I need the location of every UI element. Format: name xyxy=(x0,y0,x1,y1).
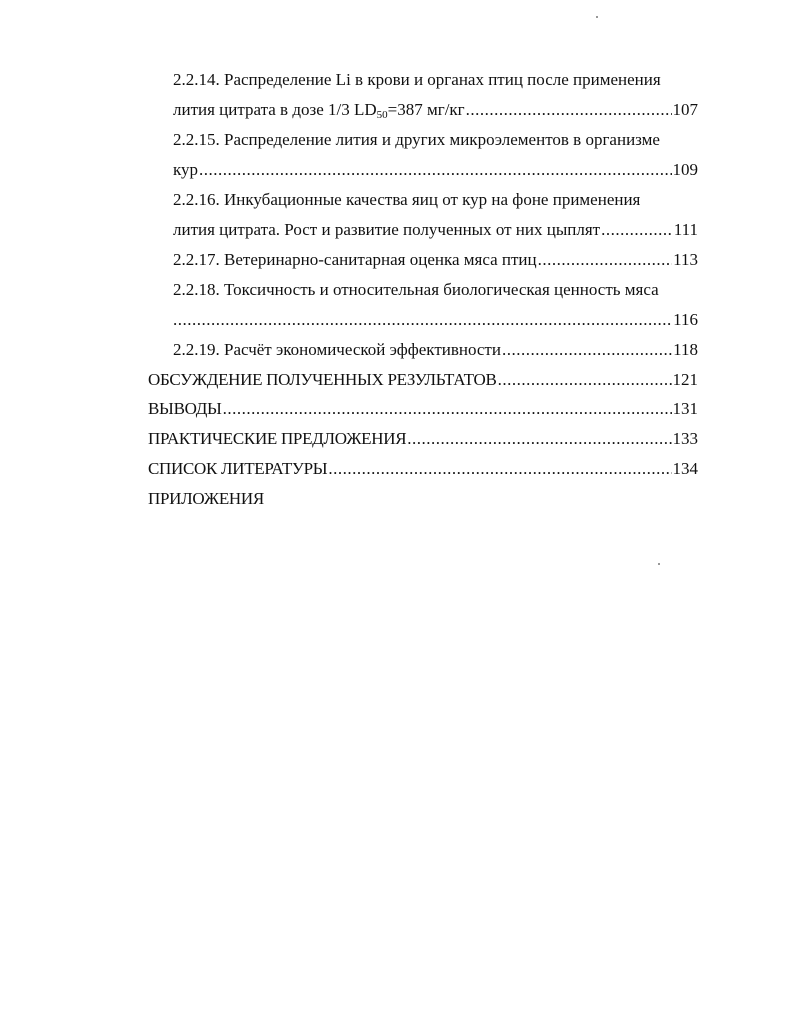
toc-entry-text: ОБСУЖДЕНИЕ ПОЛУЧЕННЫХ РЕЗУЛЬТАТОВ xyxy=(148,370,497,389)
toc-text-part: лития цитрата в дозе 1/3 LD xyxy=(173,100,377,119)
dot-leader xyxy=(538,248,672,272)
toc-entry-2-2-15-line2 xyxy=(173,158,698,182)
dot-leader xyxy=(466,98,672,122)
dot-leader xyxy=(199,158,671,182)
toc-entry-text: кур xyxy=(173,160,199,179)
scan-speck xyxy=(596,16,598,18)
toc-entry-text: 2.2.16. Инкубационные качества яиц от кур на фоне применения xyxy=(173,190,641,209)
toc-entry-2-2-16-line2 xyxy=(173,218,698,242)
page-number: 111 xyxy=(673,220,698,239)
scan-speck xyxy=(658,563,660,565)
toc-entry-text: лития цитрата. Рост и развитие полученных от них цыплят xyxy=(173,220,601,239)
toc-entry-references xyxy=(148,457,698,481)
toc-entry-2-2-19 xyxy=(173,338,698,362)
toc-entry-text: 2.2.17. Ветеринарно-санитарная оценка мяса птиц xyxy=(173,250,537,269)
toc-entry-text: ПРИЛОЖЕНИЯ xyxy=(148,489,264,508)
dot-leader xyxy=(498,368,672,392)
toc-entry-2-2-18-line1 xyxy=(173,278,698,302)
dot-leader xyxy=(173,308,672,332)
toc-entry-2-2-17 xyxy=(173,248,698,272)
toc-entry-2-2-14-line2 xyxy=(173,98,698,122)
toc-entry-text: ПРАКТИЧЕСКИЕ ПРЕДЛОЖЕНИЯ xyxy=(148,429,407,448)
toc-entry-appendices xyxy=(148,487,698,511)
toc-entry-conclusions xyxy=(148,397,698,421)
page-number: 134 xyxy=(672,459,698,478)
page-number: 113 xyxy=(673,250,698,269)
toc-entry-text: 2.2.18. Токсичность и относительная биологическая ценность мяса xyxy=(173,280,659,299)
page-number: 109 xyxy=(672,160,698,179)
toc-entry-2-2-14-line1 xyxy=(173,68,698,92)
toc-text-part: =387 мг/кг xyxy=(387,100,465,119)
toc-entry-discussion xyxy=(148,368,698,392)
page-number: 116 xyxy=(673,310,698,329)
dot-leader xyxy=(328,457,671,481)
toc-entry-2-2-15-line1 xyxy=(173,128,698,152)
subscript: 50 xyxy=(376,109,388,121)
page-number: 131 xyxy=(672,399,698,418)
page-number: 118 xyxy=(673,340,698,359)
toc-entry-text: 2.2.19. Расчёт экономической эффективности xyxy=(173,340,501,359)
page-number: 133 xyxy=(672,429,698,448)
dot-leader xyxy=(502,338,672,362)
toc-entry-text: 2.2.15. Распределение лития и других микроэлементов в организме xyxy=(173,130,660,149)
toc-entry-2-2-16-line1 xyxy=(173,188,698,212)
dot-leader xyxy=(223,397,672,421)
dot-leader xyxy=(407,427,671,451)
toc-entry-text: 2.2.14. Распределение Li в крови и органах птиц после применения xyxy=(173,70,661,89)
dot-leader xyxy=(601,218,673,242)
toc-entry-text xyxy=(173,98,465,122)
page-number: 107 xyxy=(672,100,698,119)
toc-entry-2-2-18-line2 xyxy=(173,308,698,332)
page-number: 121 xyxy=(672,370,698,389)
toc-entry-practical-proposals xyxy=(148,427,698,451)
toc-entry-text: СПИСОК ЛИТЕРАТУРЫ xyxy=(148,459,328,478)
toc-entry-text: ВЫВОДЫ xyxy=(148,399,222,418)
